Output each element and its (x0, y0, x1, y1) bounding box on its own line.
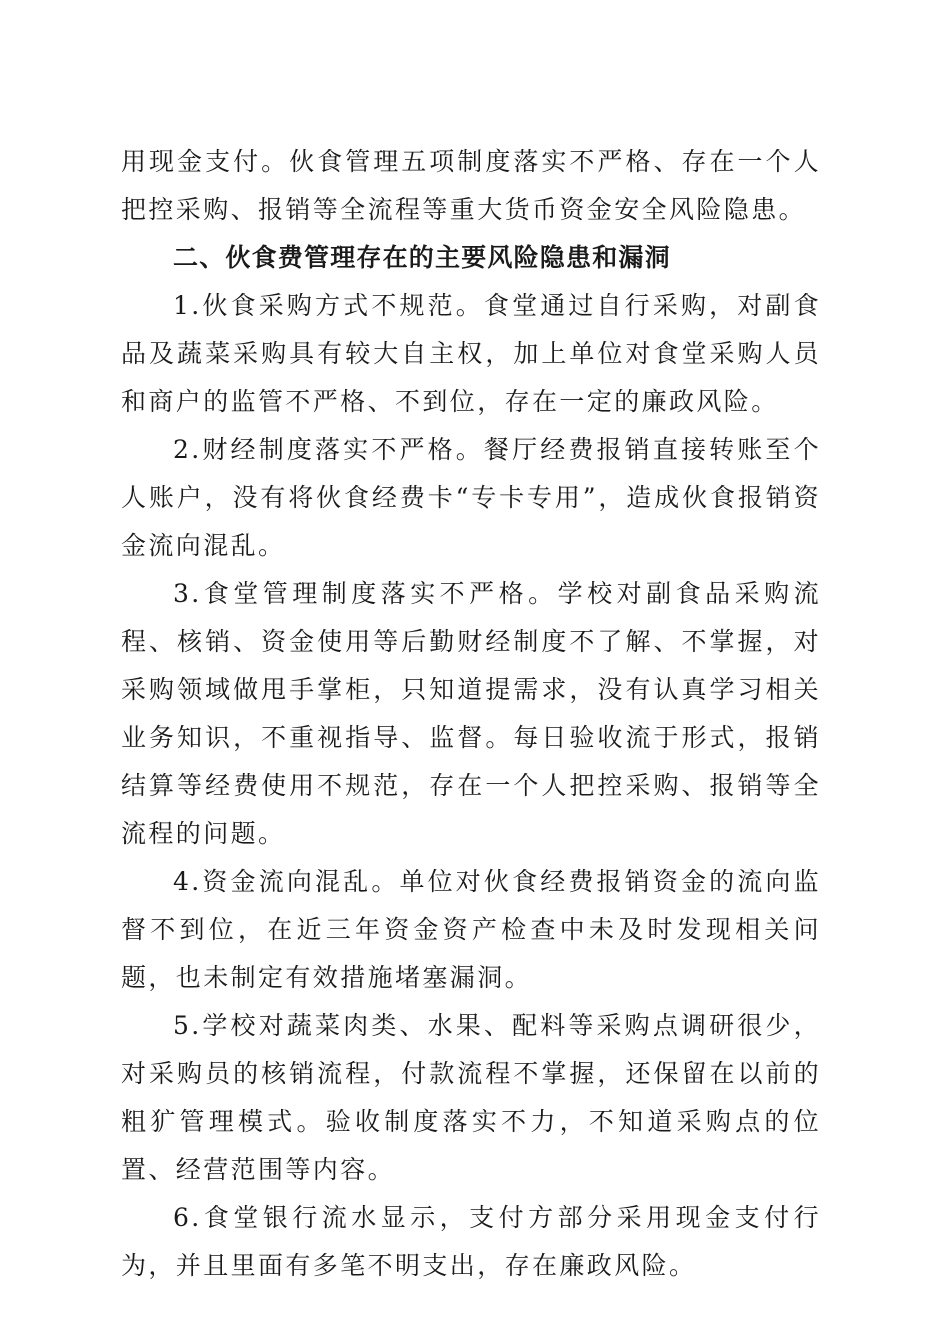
list-item-5: 5.学校对蔬菜肉类、水果、配料等采购点调研很少，对采购员的核销流程，付款流程不掌握，还保留在以前的粗犷管理模式。验收制度落实不力，不知道采购点的位置、经营范围等内容。 (121, 1011, 821, 1184)
intro-paragraph: 用现金支付。伙食管理五项制度落实不严格、存在一个人把控采购、报销等全流程等重大货币资金安全风险隐患。 (121, 147, 821, 224)
section-heading: 二、伙食费管理存在的主要风险隐患和漏洞 (173, 243, 671, 272)
list-item-4: 4.资金流向混乱。单位对伙食经费报销资金的流向监督不到位，在近三年资金资产检查中未及时发现相关问题，也未制定有效措施堵塞漏洞。 (121, 867, 821, 992)
list-item-6: 6.食堂银行流水显示，支付方部分采用现金支付行为，并且里面有多笔不明支出，存在廉政风险。 (121, 1203, 821, 1280)
list-item-1: 1.伙食采购方式不规范。食堂通过自行采购，对副食品及蔬菜采购具有较大自主权，加上单位对食堂采购人员和商户的监管不严格、不到位，存在一定的廉政风险。 (121, 291, 821, 416)
document-body (121, 138, 821, 1290)
list-item-3: 3.食堂管理制度落实不严格。学校对副食品采购流程、核销、资金使用等后勤财经制度不了解、不掌握，对采购领域做甩手掌柜，只知道提需求，没有认真学习相关业务知识，不重视指导、监督。每日验收流于形式，报销结算等经费使用不规范，存在一个人把控采购、报销等全流程的问题。 (121, 579, 821, 848)
list-item-2: 2.财经制度落实不严格。餐厅经费报销直接转账至个人账户，没有将伙食经费卡“专卡专用”，造成伙食报销资金流向混乱。 (121, 435, 821, 560)
